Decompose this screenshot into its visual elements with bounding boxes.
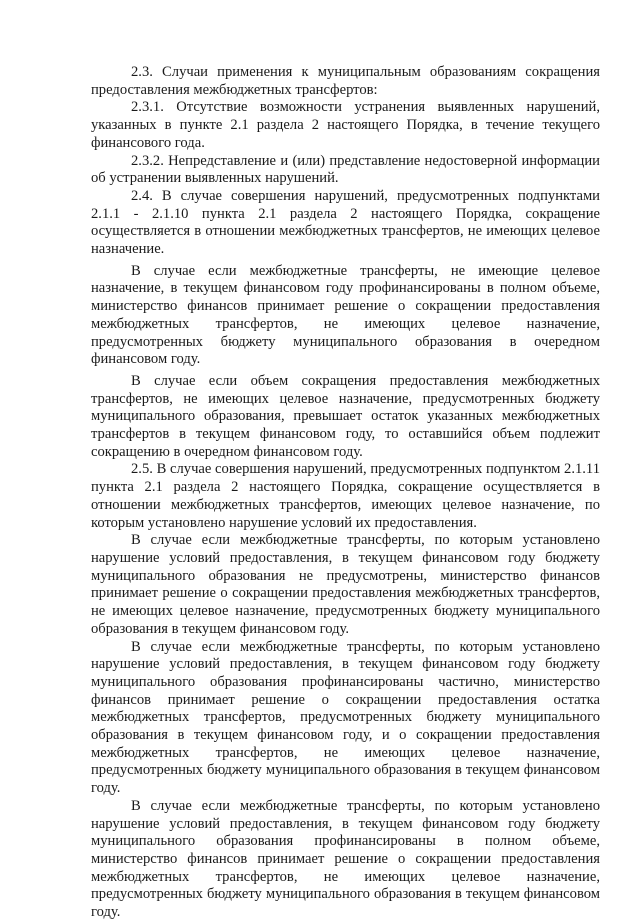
paragraph-2-3-1: 2.3.1. Отсутствие возможности устранения выявленных нарушений, указанных в пункте 2.1 раздела 2 настоящего Порядка, в течение текущего финансового года. bbox=[91, 99, 600, 151]
paragraph-2-4: 2.4. В случае совершения нарушений, предусмотренных подпунктами 2.1.1 - 2.1.10 пункта 2.1 раздела 2 настоящего Порядка, сокращение осуществляется в отношении межбюджетных трансфертов, не имеющих целевое назначение. bbox=[91, 187, 600, 258]
paragraph-2-4-case-full-funding: В случае если межбюджетные трансферты, не имеющие целевое назначение, в текущем финансовом году профинансированы в полном объеме, министерство финансов принимает решение о сокращении предоставления межбюджетных трансфертов, не имеющих целевое назначение, предусмотренных бюджету муниципального образования в очередном финансовом году. bbox=[91, 262, 600, 368]
document-page bbox=[91, 64, 600, 922]
paragraph-2-5-case-not-provided: В случае если межбюджетные трансферты, по которым установлено нарушение условий предоставления, в текущем финансовом году бюджету муниципального образования не предусмотрены, министерство финансов принимает решение о сокращении предоставления межбюджетных трансфертов, не имеющих целевое назначение, предусмотренных бюджету муниципального образования в текущем финансовом году. bbox=[91, 532, 600, 637]
paragraph-2-3: 2.3. Случаи применения к муниципальным образованиям сокращения предоставления межбюджетных трансфертов: bbox=[91, 64, 600, 98]
paragraph-2-4-case-excess: В случае если объем сокращения предоставления межбюджетных трансфертов, не имеющих целевое назначение, предусмотренных бюджету муниципального образования, превышает остаток указанных межбюджетных трансфертов в текущем финансовом году, то оставшийся объем подлежит сокращению в очередном финансовом году. bbox=[91, 372, 600, 460]
paragraph-2-3-2: 2.3.2. Непредставление и (или) представление недостоверной информации об устранении выявленных нарушений. bbox=[91, 152, 600, 187]
paragraph-2-5: 2.5. В случае совершения нарушений, предусмотренных подпунктом 2.1.11 пункта 2.1 раздела 2 настоящего Порядка, сокращение осуществляется в отношении межбюджетных трансфертов, имеющих целевое назначение, по которым установлено нарушение условий их предоставления. bbox=[91, 461, 600, 531]
paragraph-2-5-case-full: В случае если межбюджетные трансферты, по которым установлено нарушение условий предоставления, в текущем финансовом году бюджету муниципального образования профинансированы в полном объеме, министерство финансов принимает решение о сокращении предоставления межбюджетных трансфертов, не имеющих целевое назначение, предусмотренных бюджету муниципального образования в текущем финансовом году. bbox=[91, 797, 600, 921]
paragraph-2-5-case-partial: В случае если межбюджетные трансферты, по которым установлено нарушение условий предоставления, в текущем финансовом году бюджету муниципального образования профинансированы частично, министерство финансов принимает решение о сокращении предоставления остатка межбюджетных трансфертов, предусмотренных бюджету муниципального образования в текущем финансовом году, и о сокращении предоставления межбюджетных трансфертов, не имеющих целевое назначение, предусмотренных бюджету муниципального образования в текущем финансовом году. bbox=[91, 638, 600, 797]
